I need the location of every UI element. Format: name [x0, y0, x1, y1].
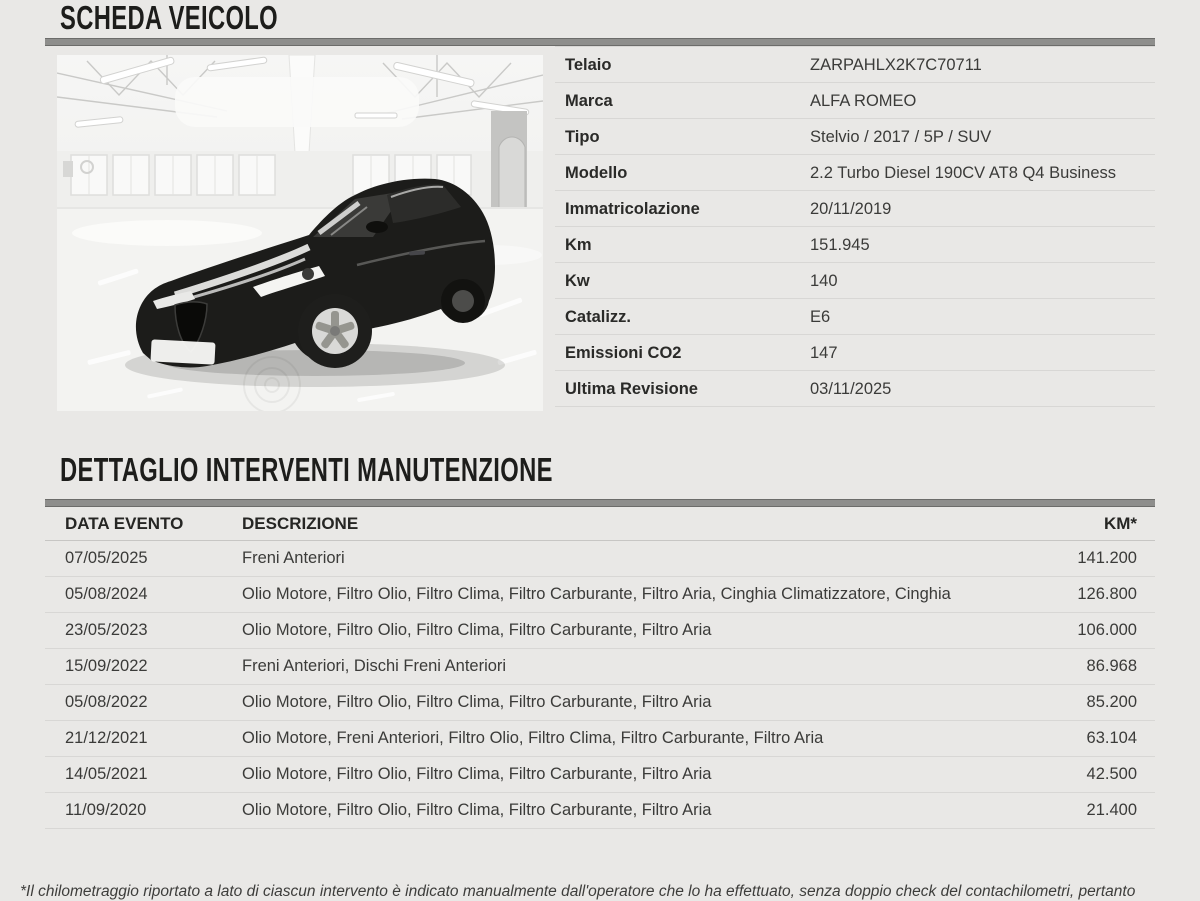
maintenance-row-description: Olio Motore, Filtro Olio, Filtro Clima, Filtro Carburante, Filtro Aria — [242, 621, 712, 639]
page-title: SCHEDA VEICOLO — [60, 0, 279, 36]
section-divider-bar — [45, 38, 1155, 46]
maintenance-row — [45, 613, 1155, 649]
maintenance-section-title: DETTAGLIO INTERVENTI MANUTENZIONE — [60, 451, 553, 488]
vehicle-detail-row — [555, 335, 1155, 371]
maintenance-row-km: 106.000 — [1077, 621, 1137, 639]
maintenance-row — [45, 649, 1155, 685]
maintenance-table-header — [45, 506, 1155, 541]
vehicle-detail-label: Telaio — [565, 56, 612, 74]
vehicle-detail-value: ZARPAHLX2K7C70711 — [810, 56, 982, 74]
maintenance-table-body — [45, 541, 1155, 829]
vehicle-detail-label: Tipo — [565, 128, 600, 146]
maintenance-row-km: 85.200 — [1086, 693, 1137, 711]
vehicle-detail-row — [555, 83, 1155, 119]
vehicle-detail-row — [555, 299, 1155, 335]
maintenance-row-description: Freni Anteriori, Dischi Freni Anteriori — [242, 657, 507, 675]
vehicle-detail-value: 147 — [810, 344, 838, 362]
km-disclaimer-footnote: *Il chilometraggio riportato a lato di ciascun intervento è indicato manualmente dall'operatore che lo ha effettuato, senza doppio check del contachilometri, pertanto — [20, 883, 1136, 900]
vehicle-detail-value: E6 — [810, 308, 831, 326]
maintenance-row-km: 63.104 — [1086, 729, 1137, 747]
vehicle-photo — [57, 55, 543, 411]
vehicle-detail-row — [555, 371, 1155, 407]
maintenance-row-date: 23/05/2023 — [65, 621, 148, 639]
maintenance-row-date: 11/09/2020 — [65, 801, 147, 819]
vehicle-detail-value: 20/11/2019 — [810, 200, 892, 218]
maintenance-row — [45, 577, 1155, 613]
vehicle-detail-row — [555, 119, 1155, 155]
maintenance-row-description: Freni Anteriori — [242, 549, 345, 567]
vehicle-detail-value: 151.945 — [810, 236, 870, 254]
column-header-description: DESCRIZIONE — [242, 514, 359, 533]
vehicle-detail-value: Stelvio / 2017 / 5P / SUV — [810, 128, 992, 146]
maintenance-row — [45, 793, 1155, 829]
maintenance-row — [45, 757, 1155, 793]
maintenance-row-date: 07/05/2025 — [65, 549, 148, 567]
vehicle-detail-label: Immatricolazione — [565, 200, 700, 218]
maintenance-row-date: 05/08/2024 — [65, 585, 148, 603]
vehicle-detail-row — [555, 263, 1155, 299]
vehicle-photo-illustration — [57, 55, 543, 411]
column-header-date: DATA EVENTO — [65, 514, 184, 533]
maintenance-row-km: 42.500 — [1086, 765, 1137, 783]
vehicle-detail-label: Emissioni CO2 — [565, 344, 682, 362]
vehicle-detail-label: Kw — [565, 272, 590, 290]
vehicle-detail-row — [555, 227, 1155, 263]
maintenance-row — [45, 721, 1155, 757]
maintenance-row-description: Olio Motore, Filtro Olio, Filtro Clima, Filtro Carburante, Filtro Aria — [242, 801, 712, 819]
vehicle-detail-label: Ultima Revisione — [565, 380, 698, 398]
maintenance-row — [45, 541, 1155, 577]
maintenance-row-date: 15/09/2022 — [65, 657, 148, 675]
vehicle-details-table — [555, 46, 1155, 407]
vehicle-detail-label: Catalizz. — [565, 308, 632, 326]
vehicle-detail-value: 03/11/2025 — [810, 380, 892, 398]
vehicle-detail-value: 2.2 Turbo Diesel 190CV AT8 Q4 Business — [810, 164, 1117, 182]
vehicle-detail-label: Modello — [565, 164, 628, 182]
column-header-km: KM* — [1103, 514, 1137, 533]
vehicle-detail-row — [555, 155, 1155, 191]
maintenance-row — [45, 685, 1155, 721]
maintenance-row-date: 05/08/2022 — [65, 693, 148, 711]
vehicle-detail-label: Marca — [565, 92, 613, 110]
vehicle-detail-label: Km — [565, 236, 592, 254]
maintenance-row-description: Olio Motore, Filtro Olio, Filtro Clima, Filtro Carburante, Filtro Aria — [242, 765, 712, 783]
vehicle-detail-value: ALFA ROMEO — [810, 92, 917, 110]
vehicle-detail-value: 140 — [810, 272, 838, 290]
maintenance-row-km: 86.968 — [1086, 657, 1137, 675]
maintenance-row-km: 21.400 — [1086, 801, 1137, 819]
maintenance-row-date: 14/05/2021 — [65, 765, 148, 783]
vehicle-detail-row — [555, 47, 1155, 83]
maintenance-row-km: 126.800 — [1077, 585, 1137, 603]
maintenance-row-date: 21/12/2021 — [65, 729, 148, 747]
maintenance-table — [45, 506, 1155, 829]
maintenance-row-description: Olio Motore, Filtro Olio, Filtro Clima, Filtro Carburante, Filtro Aria — [242, 693, 712, 711]
maintenance-row-description: Olio Motore, Filtro Olio, Filtro Clima, Filtro Carburante, Filtro Aria, Cinghia Climatizzatore, Cinghia — [242, 585, 951, 603]
maintenance-row-km: 141.200 — [1077, 549, 1137, 567]
maintenance-row-description: Olio Motore, Freni Anteriori, Filtro Olio, Filtro Clima, Filtro Carburante, Filtro Aria — [242, 729, 824, 747]
vehicle-detail-row — [555, 191, 1155, 227]
